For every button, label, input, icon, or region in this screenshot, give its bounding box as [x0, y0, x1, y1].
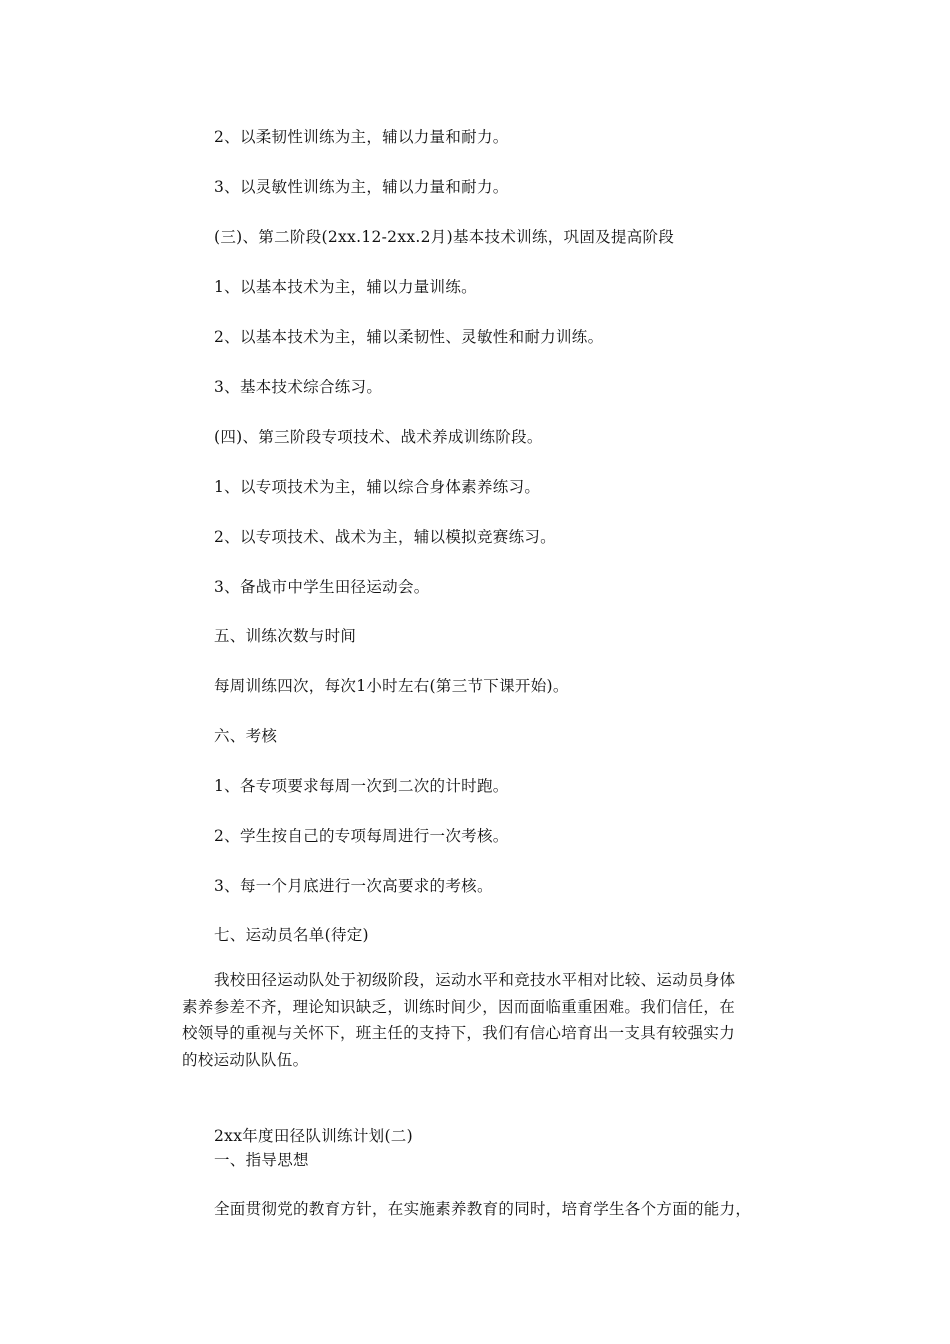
- paragraph-line: 校领导的重视与关怀下，班主任的支持下，我们有信心培育出一支具有较强实力: [182, 1024, 736, 1042]
- section-heading: 一、指导思想: [214, 1151, 309, 1169]
- body-text: 全面贯彻党的教育方针，在实施素养教育的同时，培育学生各个方面的能力，: [214, 1200, 752, 1218]
- section-heading: 六、考核: [214, 727, 278, 745]
- body-text: 每周训练四次，每次1小时左右(第三节下课开始)。: [214, 677, 569, 695]
- plan-item: 2、学生按自己的专项每周进行一次考核。: [214, 827, 509, 845]
- plan-item: 1、各专项要求每周一次到二次的计时跑。: [214, 777, 509, 795]
- plan-item: 1、以专项技术为主，辅以综合身体素养练习。: [214, 478, 541, 496]
- plan-item: 3、每一个月底进行一次高要求的考核。: [214, 877, 493, 895]
- section-heading: (三)、第二阶段(2xx.12-2xx.2月)基本技术训练，巩固及提高阶段: [214, 228, 675, 246]
- summary-paragraph: [182, 967, 782, 1073]
- section-heading: 五、训练次数与时间: [214, 627, 357, 645]
- section-heading: (四)、第三阶段专项技术、战术养成训练阶段。: [214, 428, 543, 446]
- plan-item: 2、以基本技术为主，辅以柔韧性、灵敏性和耐力训练。: [214, 328, 604, 346]
- paragraph-line: 我校田径运动队处于初级阶段，运动水平和竞技水平相对比较、运动员身体: [214, 971, 736, 989]
- section-heading: 七、运动员名单(待定): [214, 926, 369, 944]
- plan-item: 3、基本技术综合练习。: [214, 378, 383, 396]
- paragraph-line: 的校运动队队伍。: [182, 1050, 309, 1069]
- document-subtitle: 2xx年度田径队训练计划(二): [214, 1127, 413, 1145]
- plan-item: 3、以灵敏性训练为主，辅以力量和耐力。: [214, 178, 509, 196]
- paragraph-line: 素养参差不齐，理论知识缺乏，训练时间少，因而面临重重困难。我们信任，在: [182, 997, 736, 1016]
- plan-item: 2、以柔韧性训练为主，辅以力量和耐力。: [214, 128, 509, 146]
- plan-item: 2、以专项技术、战术为主，辅以模拟竞赛练习。: [214, 528, 556, 546]
- plan-item: 3、备战市中学生田径运动会。: [214, 578, 430, 596]
- plan-item: 1、以基本技术为主，辅以力量训练。: [214, 278, 477, 296]
